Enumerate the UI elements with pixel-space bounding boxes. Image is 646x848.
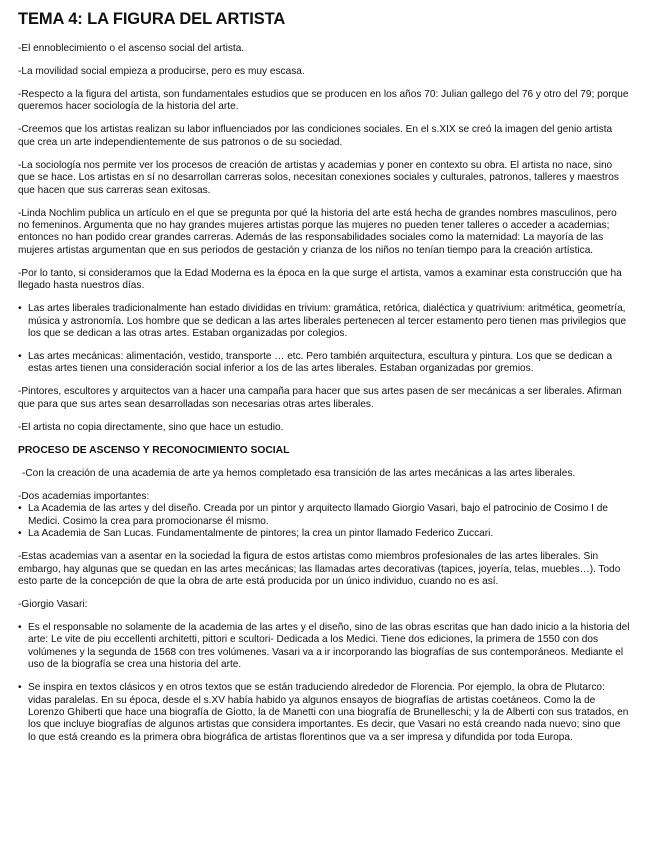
paragraph: -El artista no copia directamente, sino que hace un estudio. — [18, 421, 284, 433]
vasari-bullet-list — [18, 622, 630, 744]
paragraph: -Estas academias van a asentar en la sociedad la figura de estos artistas como miembros profesionales de las artes liberales. Sin embargo, hay algunas que se quedan en las artes mecánicas; las llamadas artes decorativas (tapices, joyería, telas, muebles…). Todo esto parte de la concepción de que la obra de arte está producida por un único individuo, cuando no es así. — [18, 551, 621, 587]
paragraph: -El ennoblecimiento o el ascenso social del artista. — [18, 43, 245, 54]
page-title: TEMA 4: LA FIGURA DEL ARTISTA — [18, 10, 286, 28]
paragraph: -Por lo tanto, si consideramos que la Edad Moderna es la época en la que surge el artista, vamos a examinar esta construcción que ha llegado hasta nuestros días. — [18, 267, 622, 292]
paragraph: -Pintores, escultores y arquitectos van a hacer una campaña para hacer que sus artes pasen de ser mecánicas a ser liberales. Afirman que para que sus artes sean desarrolladas son necesarias otras artes liberales. — [18, 386, 622, 410]
paragraph: -Creemos que los artistas realizan su labor influenciados por las condiciones sociales. En el s.XIX se creó la imagen del genio artista que crea un arte independientemente de sus patronos o de su sociedad. — [18, 124, 613, 148]
list-item: • Se inspira en textos clásicos y en otros textos que se están traduciendo alrededor de Florencia. Por ejemplo, la obra de Plutarco: vidas paralelas. En su época, desde el s.XV había habido ya algunos ensayos de biografías de artistas coetáneos. Como la de Lorenzo Ghiberti que hace una biografía de Giotto, la de Manetti con una biografía de Brunelleschi; y la de Alberti con sus tratados, en los que incluye biografías de algunos artistas que considera importantes. Es decir, que Vasari no está creando nada nuevo; sino que lo que está creando es la primera obra biográfica de artistas florentinos que va a ser impresa y difundida por toda Europa. — [18, 682, 630, 744]
vasari-heading: -Giorgio Vasari: — [18, 598, 88, 610]
paragraph: -Linda Nochlim publica un artículo en el que se pregunta por qué la historia del arte está hecha de grandes nombres masculinos, pero no femeninos. Argumenta que no hay grandes mujeres artistas porque las mujeres no pueden tener talleres o acceder a academias; entonces no han podido crear grandes carreras. Además de las responsabilidades sociales como la maternidad: La mayoría de las mujeres artistas argumentan que en sus periodos de gestación y crianza de los niños no tenían tiempo para la creación artística. — [18, 207, 617, 256]
list-item: • Las artes mecánicas: alimentación, vestido, transporte … etc. Pero también arquitectura, escultura y pintura. Los que se dedican a estas artes tienen una consideración social inferior a los de las artes liberales. Estaban organizadas por gremios. — [18, 351, 630, 376]
list-item: • La Academia de San Lucas. Fundamentalmente de pintores; la crea un pintor llamado Federico Zuccari. — [18, 528, 630, 540]
artes-bullet-list — [18, 303, 630, 376]
list-item: • Es el responsable no solamente de la academia de las artes y el diseño, sino de las obras escritas que han dado inicio a la historia del arte: Le vite de piu eccellenti architetti, pittori e scultori- Dedicada a los Medici. Tiene dos ediciones, la primera de 1550 con dos volúmenes y la segunda de 1568 con tres volúmenes. Vasari va a ir incorporando las biografías de sus contemporáneos. Mediante el uso de la biografía se crea una historia del arte. — [18, 622, 630, 672]
list-item: • La Academia de las artes y del diseño. Creada por un pintor y arquitecto llamado Giorgio Vasari, bajo el patrocinio de Cosimo I de Medici. Cosimo la crea para promocionarse él mismo. — [18, 503, 630, 528]
paragraph: -La movilidad social empieza a producirse, pero es muy escasa. — [18, 66, 305, 77]
paragraph: -La sociología nos permite ver los procesos de creación de artistas y academias y poner en contexto su obra. El artista no nace, sino que se hace. Los artistas en sí no desarrollan carreras solos, necesitan conexiones sociales y culturales, patronos, talleres y maestros que hacen que sus carreras sean exitosas. — [18, 159, 619, 196]
paragraph: -Con la creación de una academia de arte ya hemos completado esa transición de las artes mecánicas a las artes liberales. — [22, 467, 576, 479]
document-page — [18, 10, 630, 755]
list-item: • Las artes liberales tradicionalmente han estado divididas en trivium: gramática, retórica, dialéctica y quatrivium: aritmética, geometría, música y astronomía. Los hombre que se dedican a las artes liberales pertenecen al tercer estamento pero tienen mas privilegios que los que se dedican a las otras artes. Estaban organizadas por colegios. — [18, 303, 630, 340]
section-heading: PROCESO DE ASCENSO Y RECONOCIMIENTO SOCIAL — [18, 444, 290, 456]
paragraph: -Respecto a la figura del artista, son fundamentales estudios que se producen en los años 70: Julian gallego del 76 y otro del 79; porque queremos hacer sociología de la historia del arte. — [18, 89, 629, 113]
academias-intro: -Dos academias importantes: — [18, 490, 150, 502]
academias-bullet-list — [18, 503, 630, 540]
